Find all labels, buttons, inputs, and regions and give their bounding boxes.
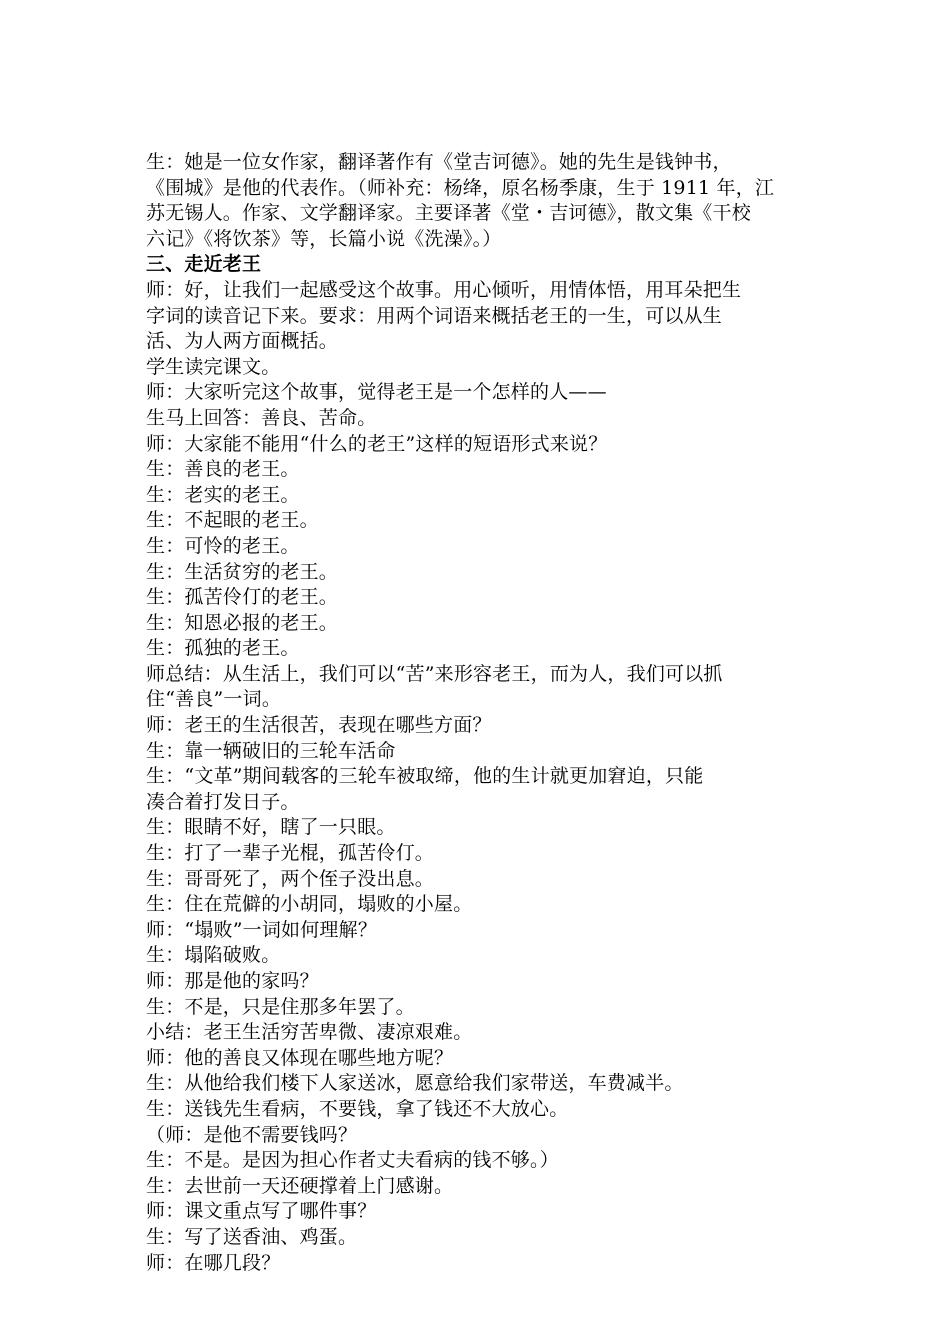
paragraph-line: 凑合着打发日子。 — [146, 790, 300, 813]
paragraph-line: 《围城》是他的代表作。（师补充：杨绛，原名杨季康，生于 1911 年，江 — [146, 176, 775, 199]
paragraph-line: 六记》《将饮茶》等，长篇小说《洗澡》。） — [146, 227, 502, 250]
paragraph-line: 师：课文重点写了哪件事？ — [146, 1200, 377, 1223]
paragraph-line: 师：在哪几段？ — [146, 1251, 281, 1274]
paragraph-line: 生：可怜的老王。 — [146, 534, 300, 557]
paragraph-line: 苏无锡人。作家、文学翻译家。主要译著《堂・吉诃德》，散文集《干校 — [146, 202, 751, 225]
paragraph-line: 师：大家听完这个故事，觉得老王是一个怎样的人—— — [146, 381, 607, 404]
paragraph-line: 生：孤苦伶仃的老王。 — [146, 586, 339, 609]
paragraph-line: 师：老王的生活很苦，表现在哪些方面？ — [146, 714, 492, 737]
section-heading: 三、走近老王 — [146, 253, 262, 276]
paragraph-line: 生：送钱先生看病，不要钱，拿了钱还不大放心。 — [146, 1097, 569, 1120]
paragraph-line: 字词的读音记下来。要求：用两个词语来概括老王的一生，可以从生 — [146, 304, 723, 327]
paragraph-line: 生：不起眼的老王。 — [146, 509, 319, 532]
paragraph-line: 生：去世前一天还硬撑着上门感谢。 — [146, 1174, 454, 1197]
paragraph-line: 生：从他给我们楼下人家送冰，愿意给我们家带送，车费减半。 — [146, 1072, 684, 1095]
paragraph-line: 生：住在荒僻的小胡同，塌败的小屋。 — [146, 893, 473, 916]
paragraph-line: 学生读完课文。 — [146, 355, 281, 378]
paragraph-line: 生：写了送香油、鸡蛋。 — [146, 1225, 358, 1248]
paragraph-line: 生：“文革”期间载客的三轮车被取缔，他的生计就更加窘迫，只能 — [146, 765, 704, 788]
paragraph-line: 生：打了一辈子光棍，孤苦伶仃。 — [146, 842, 435, 865]
document-page — [146, 150, 816, 1276]
paragraph-line: 活、为人两方面概括。 — [146, 330, 339, 353]
paragraph-line: 生：塌陷破败。 — [146, 944, 281, 967]
paragraph-line: 生：老实的老王。 — [146, 483, 300, 506]
paragraph-line: 生：孤独的老王。 — [146, 637, 300, 660]
paragraph-line: 生：眼睛不好，瞎了一只眼。 — [146, 816, 396, 839]
paragraph-line: 生：善良的老王。 — [146, 458, 300, 481]
paragraph-line: 师总结：从生活上，我们可以“苦”来形容老王，而为人，我们可以抓 — [146, 662, 723, 685]
paragraph-line: 师：“塌败”一词如何理解？ — [146, 918, 378, 941]
paragraph-line: 生：她是一位女作家，翻译著作有《堂吉诃德》。她的先生是钱钟书， — [146, 151, 732, 173]
paragraph-line: 师：好，让我们一起感受这个故事。用心倾听，用情体悟，用耳朵把生 — [146, 278, 742, 301]
paragraph-line: 生：知恩必报的老王。 — [146, 611, 339, 634]
paragraph-line: 生：不是。是因为担心作者丈夫看病的钱不够。） — [146, 1149, 559, 1172]
paragraph-line: 师：那是他的家吗？ — [146, 970, 319, 992]
paragraph-line: 师：大家能不能用“什么的老王”这样的短语形式来说？ — [146, 432, 608, 455]
paragraph-line: 生：哥哥死了，两个侄子没出息。 — [146, 867, 435, 890]
paragraph-line: 生马上回答：善良、苦命。 — [146, 406, 377, 429]
paragraph-line: 生：靠一辆破旧的三轮车活命 — [146, 739, 396, 762]
paragraph-line: 小结：老王生活穷苦卑微、凄凉艰难。 — [146, 1021, 473, 1044]
paragraph-line: 师：他的善良又体现在哪些地方呢？ — [146, 1046, 454, 1069]
paragraph-line: （师：是他不需要钱吗？ — [146, 1123, 358, 1146]
paragraph-line: 住“善良”一词。 — [146, 688, 282, 711]
paragraph-line: 生：不是，只是住那多年罢了。 — [146, 995, 415, 1018]
paragraph-line: 生：生活贫穷的老王。 — [146, 560, 339, 583]
